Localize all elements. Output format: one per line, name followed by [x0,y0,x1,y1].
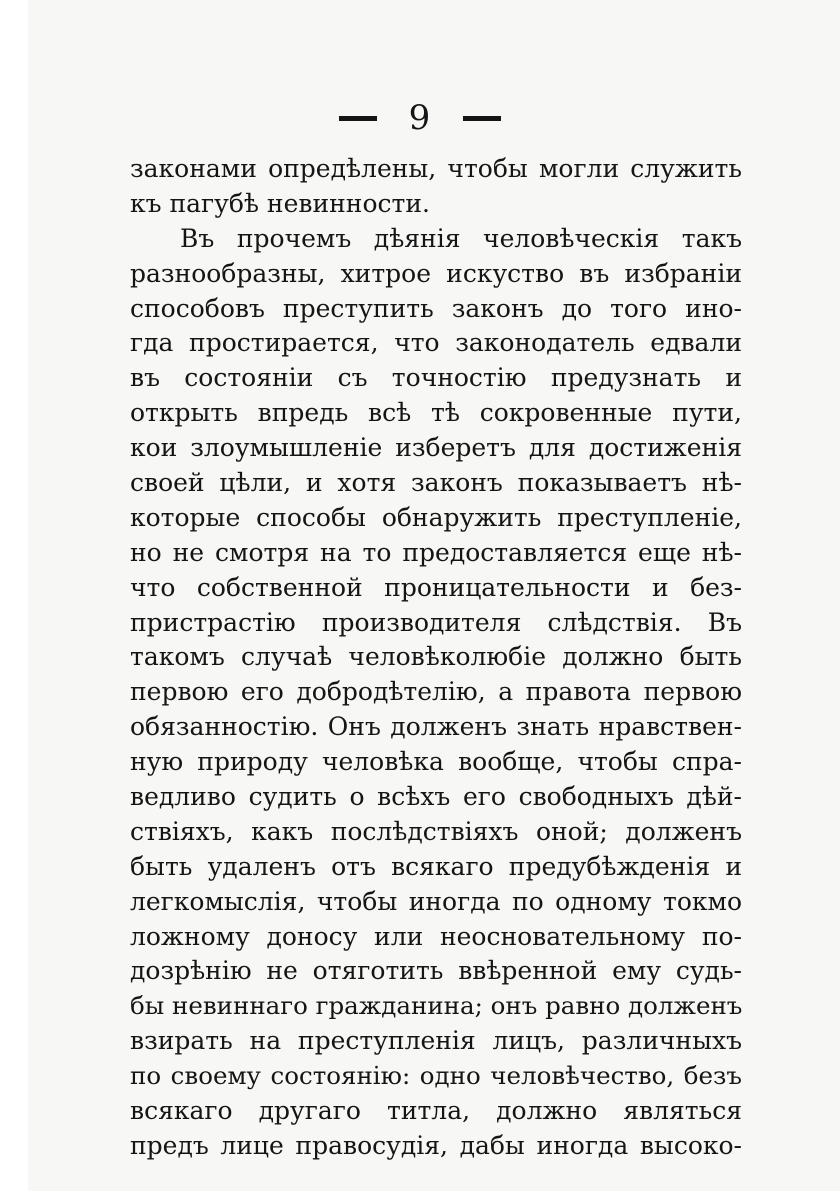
text-line: обязанностію. Онъ долженъ знать нравствен- [130,712,742,742]
text-line: разнообразны, хитрое искуство въ избраніи [130,258,742,288]
text-line: такомъ случаѣ человѣколюбіе должно быть [130,642,742,672]
text-line: первою его добродѣтелію, а правота первою [130,677,742,707]
text-line: предъ лице правосудія, дабы иногда высоко- [130,1130,742,1160]
text-line: въ состояніи съ точностію предузнать и [130,363,742,393]
text-line: по своему состоянію: одно человѣчество, безъ [130,1061,742,1091]
text-line: своей цѣли, и хотя законъ показываетъ нѣ- [130,468,742,498]
text-line: открыть впредь всѣ тѣ сокровенные пути, [130,398,742,428]
text-line: кои злоумышленіе изберетъ для достиженія [130,433,742,463]
text-line: которые способы обнаружить преступленіе, [130,502,742,532]
body-text [130,152,742,1164]
header-dash-right [463,116,501,121]
page-number: 9 [408,98,432,138]
header-dash-left [339,116,377,121]
text-line: быть удаленъ отъ всякаго предубѣжденія и [130,851,742,881]
text-line: но не смотря на то предоставляется еще нѣ- [130,537,742,567]
text-line: пристрастію производителя слѣдствія. Въ [130,607,742,637]
text-line: взирать на преступленія лицъ, различныхъ [130,1026,742,1056]
text-line: законами опредѣлены, чтобы могли служить [130,154,742,183]
text-line: ствіяхъ, какъ послѣдствіяхъ оной; долженъ [130,816,742,846]
text-line: гда простирается, что законодатель едвали [130,328,742,358]
text-line: дозрѣнію не отяготить ввѣренной ему судь- [130,956,742,986]
text-line: способовъ преступить законъ до того ино- [130,293,742,323]
text-line: всякаго другаго титла, должно являться [130,1096,742,1126]
paragraph-first-line: Въ прочемъ дѣянія человѣческія такъ [180,223,742,253]
text-line: что собственной проницательности и без- [130,572,742,602]
text-line: къ пагубѣ невинности. [130,188,430,218]
text-line: легкомыслія, чтобы иногда по одному токмо [130,886,742,916]
text-line: ведливо судить о всѣхъ его свободныхъ дѣй- [130,782,742,812]
text-line: ную природу человѣка вообще, чтобы спра- [130,747,742,777]
text-line: бы невиннаго гражданина; онъ равно долженъ [130,991,742,1021]
text-line: ложному доносу или неосновательному по- [130,921,742,951]
page-header [0,96,840,138]
